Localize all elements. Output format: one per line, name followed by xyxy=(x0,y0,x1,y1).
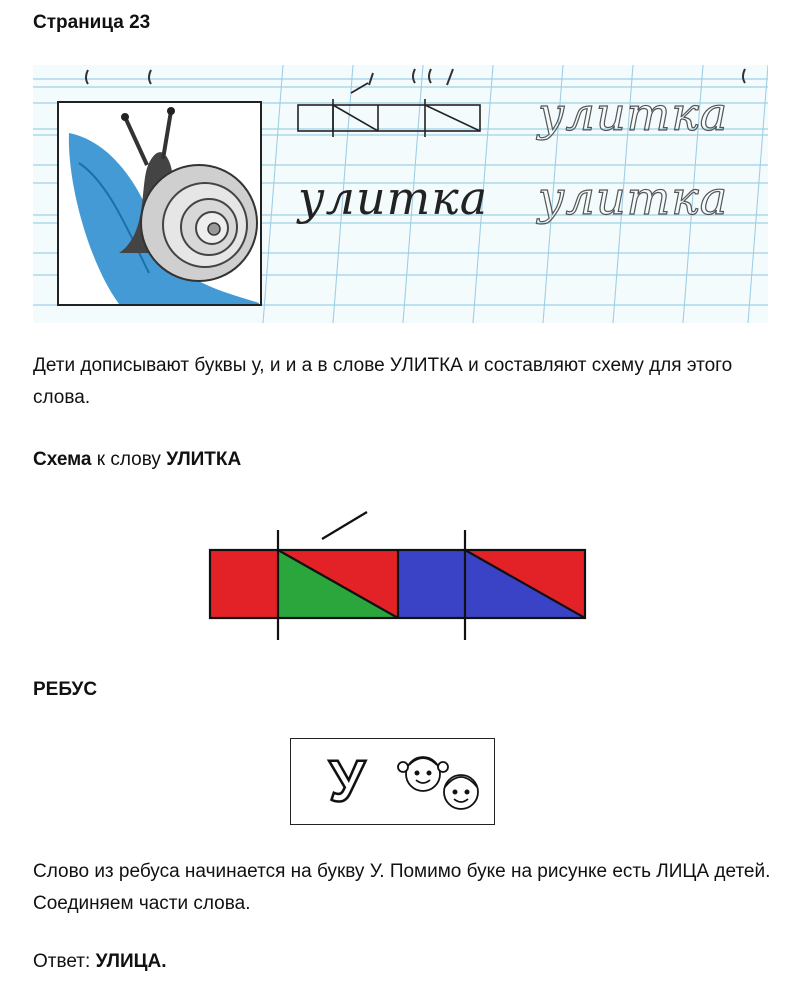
child-face-2-icon xyxy=(444,775,478,809)
handwriting-sample: улитка xyxy=(298,171,489,225)
stress-mark xyxy=(322,512,367,539)
answer-label: Ответ: xyxy=(33,951,96,972)
scheme-cell-t xyxy=(398,550,465,618)
paragraph-explanation: Слово из ребуса начинается на букву У. Помимо буке на рисунке есть ЛИЦА детей. Соединяем части слова. xyxy=(33,861,771,914)
scheme-cell-u xyxy=(210,550,278,618)
scheme-heading-text: к слову xyxy=(91,449,167,470)
rebus-heading: РЕБУС xyxy=(33,679,98,700)
answer-value: УЛИЦА. xyxy=(95,951,167,972)
paragraph-instructions: Дети дописывают буквы у, и и а в слове УЛИТКА и составляют схему для этого слова. xyxy=(33,355,733,408)
rebus-letter: У xyxy=(329,749,366,814)
rebus-svg xyxy=(291,739,493,823)
handwriting-traced-2: улитка xyxy=(538,171,729,225)
scheme-heading xyxy=(33,449,241,471)
workbook-image xyxy=(33,65,768,323)
word-scheme xyxy=(205,505,590,645)
child-face-1-icon xyxy=(398,757,448,791)
page-title: Страница 23 xyxy=(33,12,151,33)
scheme-heading-bold: Схема xyxy=(33,449,92,470)
snail-picture xyxy=(57,101,262,306)
rebus-picture xyxy=(290,738,495,825)
scheme-heading-word: УЛИТКА xyxy=(166,449,242,470)
snail-icon xyxy=(59,103,260,304)
handwriting-traced-1: улитка xyxy=(538,87,729,141)
answer-line xyxy=(33,951,167,973)
